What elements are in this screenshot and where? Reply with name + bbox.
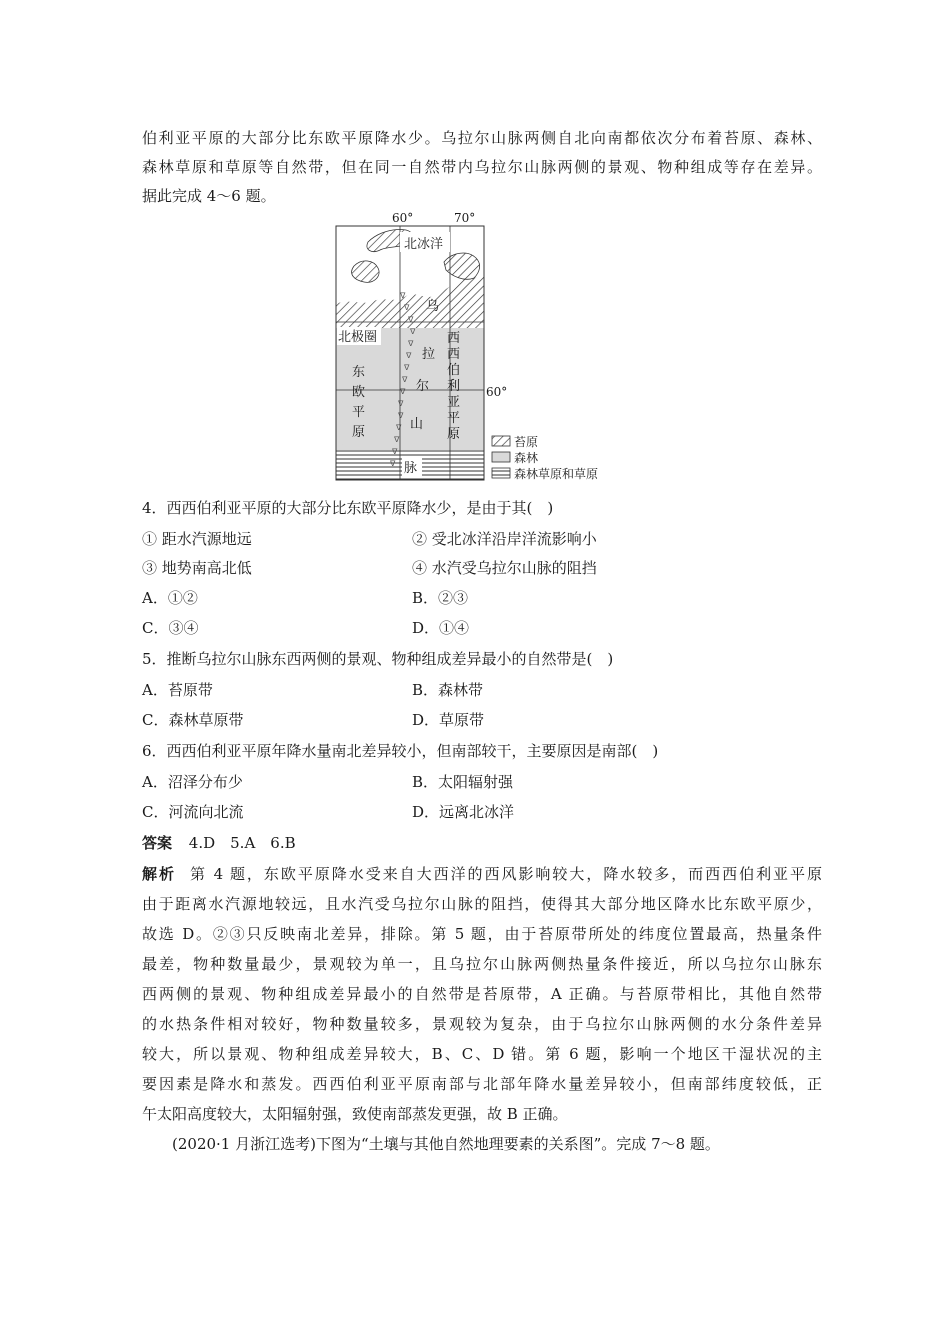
analysis-line-3: 故选 D。②③只反映南北差异，排除。第 5 题，由于苔原带所处的纬度位置最高，热量条件 <box>142 925 822 943</box>
q5-option-a: A．苔原带 <box>142 681 213 699</box>
q6-option-a: A．沼泽分布少 <box>142 773 243 791</box>
legend-steppe-swatch <box>492 468 510 478</box>
ural-char-1: 乌 <box>426 299 440 314</box>
q5-option-d: D．草原带 <box>412 711 485 729</box>
svg-text:ᐁ: ᐁ <box>398 399 404 408</box>
q4-item-4: ④ 水汽受乌拉尔山脉的阻挡 <box>412 559 597 577</box>
intro-line-3: 据此完成 4～6 题。 <box>142 187 276 205</box>
arctic-ocean-label: 北冰洋 <box>404 237 444 252</box>
q5-option-b: B．森林带 <box>412 681 484 699</box>
legend-steppe-label: 森林草原和草原 <box>514 467 599 481</box>
answer-label: 答案 <box>142 834 173 852</box>
q4-option-b: B．②③ <box>412 589 469 607</box>
svg-text:ᐁ: ᐁ <box>400 387 406 396</box>
west-sib-char-2: 西 <box>447 347 461 362</box>
svg-text:ᐁ: ᐁ <box>410 327 416 336</box>
analysis-line-9: 午太阳高度较大，太阳辐射强，致使南部蒸发更强，故 B 正确。 <box>142 1105 568 1123</box>
intro-line-2: 森林草原和草原等自然带，但在同一自然带内乌拉尔山脉两侧的景观、物种组成等存在差异。 <box>142 158 822 176</box>
svg-text:ᐁ: ᐁ <box>398 411 404 420</box>
west-sib-char-4: 利 <box>447 379 461 394</box>
analysis-line-4: 最差，物种数量最少，景观较为单一，且乌拉尔山脉两侧热量条件接近，所以乌拉尔山脉东 <box>142 955 822 973</box>
svg-text:ᐁ: ᐁ <box>404 303 410 312</box>
q4-option-a: A．①② <box>142 589 198 607</box>
ural-char-5: 脉 <box>404 461 418 476</box>
svg-text:ᐁ: ᐁ <box>390 459 396 468</box>
legend-forest-swatch <box>492 452 510 462</box>
svg-text:ᐁ: ᐁ <box>406 351 412 360</box>
q4-item-1: ① 距水汽源地远 <box>142 530 252 548</box>
analysis-label: 解析 <box>142 865 176 883</box>
ural-char-4: 山 <box>410 417 424 432</box>
svg-text:ᐁ: ᐁ <box>392 447 398 456</box>
west-sib-char-1: 西 <box>447 331 461 346</box>
svg-text:ᐁ: ᐁ <box>408 339 414 348</box>
q6-stem: 6．西西伯利亚平原年降水量南北差异较小，但南部较干，主要原因是南部( ) <box>142 742 659 760</box>
q5-stem: 5．推断乌拉尔山脉东西两侧的景观、物种组成差异最小的自然带是( ) <box>142 650 614 668</box>
svg-text:ᐁ: ᐁ <box>400 291 406 300</box>
svg-text:ᐁ: ᐁ <box>402 375 408 384</box>
q6-option-c: C．河流向北流 <box>142 803 244 821</box>
svg-text:ᐁ: ᐁ <box>404 363 410 372</box>
intro-line-1: 伯利亚平原的大部分比东欧平原降水少。乌拉尔山脉两侧自北向南都依次分布着苔原、森林、 <box>142 129 822 147</box>
east-euro-char-3: 平 <box>352 405 366 420</box>
legend-forest-label: 森林 <box>514 451 539 465</box>
east-euro-char-2: 欧 <box>352 385 366 400</box>
q5-option-c: C．森林草原带 <box>142 711 244 729</box>
svg-text:ᐁ: ᐁ <box>396 423 402 432</box>
answer-text: 4.D 5.A 6.B <box>188 834 296 852</box>
answer-row <box>142 832 296 854</box>
q4-item-2: ② 受北冰洋沿岸洋流影响小 <box>412 530 597 548</box>
legend-tundra-swatch <box>492 436 510 446</box>
q6-option-d: D．远离北冰洋 <box>412 803 515 821</box>
west-sib-char-5: 亚 <box>447 395 461 410</box>
lon-70-label: 70° <box>454 211 476 225</box>
east-euro-char-1: 东 <box>352 365 366 380</box>
q4-option-d: D．①④ <box>412 619 470 637</box>
analysis-line-7: 较大，所以景观、物种组成差异较大，B、C、D 错。第 6 题，影响一个地区干湿状况的主 <box>142 1045 822 1063</box>
ural-map <box>334 206 634 488</box>
next-section-intro: (2020·1 月浙江选考)下图为“土壤与其他自然地理要素的关系图”。完成 7～8 题。 <box>172 1135 720 1153</box>
lon-60-label: 60° <box>392 211 414 225</box>
lat-60-label: 60° <box>486 385 508 399</box>
analysis-line-6: 的水热条件相对较好，物种数量较多，景观较为复杂，由于乌拉尔山脉两侧的水分条件差异 <box>142 1015 822 1033</box>
analysis-line-1: 解析 第 4 题，东欧平原降水受来自大西洋的西风影响较大，降水较多，而西西伯利亚平原 <box>142 865 822 883</box>
svg-text:ᐁ: ᐁ <box>394 435 400 444</box>
analysis-line-8: 要因素是降水和蒸发。西西伯利亚平原南部与北部年降水量差异较小，但南部纬度较低，正 <box>142 1075 822 1093</box>
arctic-circle-label: 北极圈 <box>338 330 378 345</box>
q4-option-c: C．③④ <box>142 619 199 637</box>
q4-stem: 4．西西伯利亚平原的大部分比东欧平原降水少，是由于其( ) <box>142 499 554 517</box>
ural-char-2: 拉 <box>422 347 436 362</box>
east-euro-char-4: 原 <box>352 425 366 440</box>
q4-item-3: ③ 地势南高北低 <box>142 559 252 577</box>
west-sib-char-7: 原 <box>447 427 461 442</box>
ural-char-3: 尔 <box>416 379 430 394</box>
legend-tundra-label: 苔原 <box>514 435 539 449</box>
svg-text:ᐁ: ᐁ <box>408 315 414 324</box>
west-sib-char-6: 平 <box>447 411 461 426</box>
q6-option-b: B．太阳辐射强 <box>412 773 514 791</box>
analysis-line-2: 由于距离水汽源地较远，且水汽受乌拉尔山脉的阻挡，使得其大部分地区降水比东欧平原少， <box>142 895 822 913</box>
west-sib-char-3: 伯 <box>447 363 461 378</box>
analysis-line-5: 西两侧的景观、物种组成差异最小的自然带是苔原带，A 正确。与苔原带相比，其他自然带 <box>142 985 822 1003</box>
